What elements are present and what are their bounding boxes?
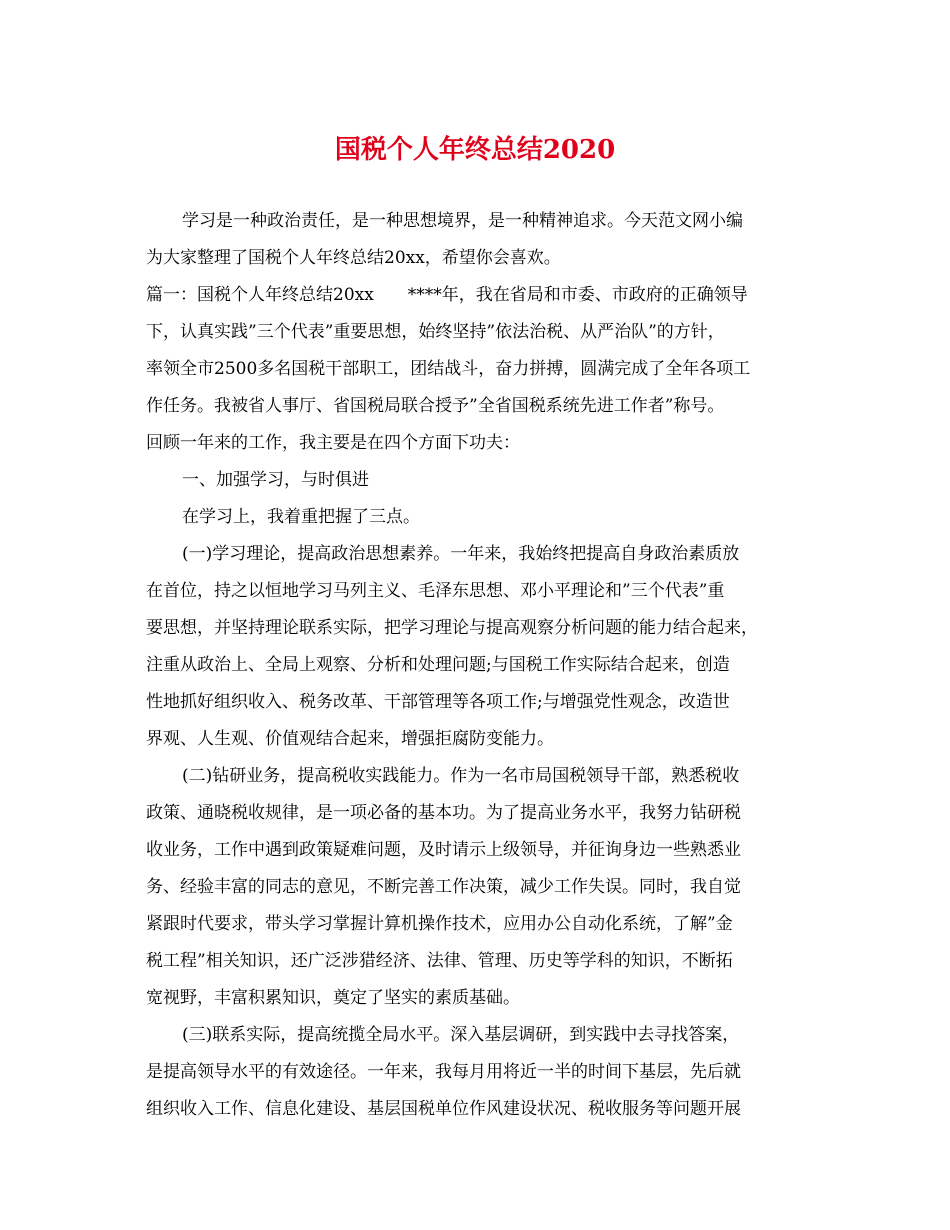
text-line: 在学习上，我着重把握了三点。 [182,507,420,527]
text-line: 宽视野，丰富积累知识，奠定了坚实的素质基础。 [146,988,520,1008]
text-line: 回顾一年来的工作，我主要是在四个方面下功夫： [146,433,520,453]
text-line: 一、加强学习，与时俱进 [182,470,369,490]
text-line: 注重从政治上、全局上观察、分析和处理问题;与国税工作实际结合起来，创造 [146,655,730,675]
text-line: 作任务。我被省人事厅、省国税局联合授予”全省国税系统先进工作者”称号。 [146,396,725,416]
text-line: 在首位，持之以恒地学习马列主义、毛泽东思想、邓小平理论和”三个代表”重 [146,581,725,601]
text-line: 务、经验丰富的同志的意见，不断完善工作决策，减少工作失误。同时，我自觉 [146,877,741,897]
text-line: 是提高领导水平的有效途径。一年来，我每月用将近一半的时间下基层，先后就 [146,1062,741,1082]
text-line: 为大家整理了国税个人年终总结20xx，希望你会喜欢。 [146,248,561,268]
text-line: 率领全市2500多名国税干部职工，团结战斗，奋力拼搏，圆满完成了全年各项工 [146,359,751,379]
text-line: 学习是一种政治责任，是一种思想境界，是一种精神追求。今天范文网小编 [182,211,743,231]
text-line: 性地抓好组织收入、税务改革、干部管理等各项工作;与增强党性观念，改造世 [146,692,730,712]
text-line: (二)钻研业务，提高税收实践能力。作为一名市局国税领导干部，熟悉税收 [182,766,740,786]
text-line: 界观、人生观、价值观结合起来，增强拒腐防变能力。 [146,729,554,749]
document-body [146,203,806,1128]
document-title: 国税个人年终总结2020 [334,135,616,165]
text-line: 紧跟时代要求，带头学习掌握计算机操作技术，应用办公自动化系统，了解”金 [146,914,733,934]
text-line: 政策、通晓税收规律，是一项必备的基本功。为了提高业务水平，我努力钻研税 [146,803,741,823]
text-line: (一)学习理论，提高政治思想素养。一年来，我始终把提高自身政治素质放 [182,544,740,564]
text-line: 税工程”相关知识，还广泛涉猎经济、法律、管理、历史等学科的知识，不断拓 [146,951,733,971]
text-line: 下，认真实践”三个代表”重要思想，始终坚持”依法治税、从严治队”的方针， [146,322,725,342]
text-line: 要思想，并坚持理论联系实际，把学习理论与提高观察分析问题的能力结合起来， [146,618,758,638]
text-line: 收业务，工作中遇到政策疑难问题，及时请示上级领导，并征询身边一些熟悉业 [146,840,741,860]
text-line: (三)联系实际，提高统揽全局水平。深入基层调研，到实践中去寻找答案， [182,1025,740,1045]
text-line: 篇一：国税个人年终总结20xx ****年，我在省局和市委、市政府的正确领导 [146,285,748,305]
text-line: 组织收入工作、信息化建设、基层国税单位作风建设状况、税收服务等问题开展 [146,1099,741,1119]
